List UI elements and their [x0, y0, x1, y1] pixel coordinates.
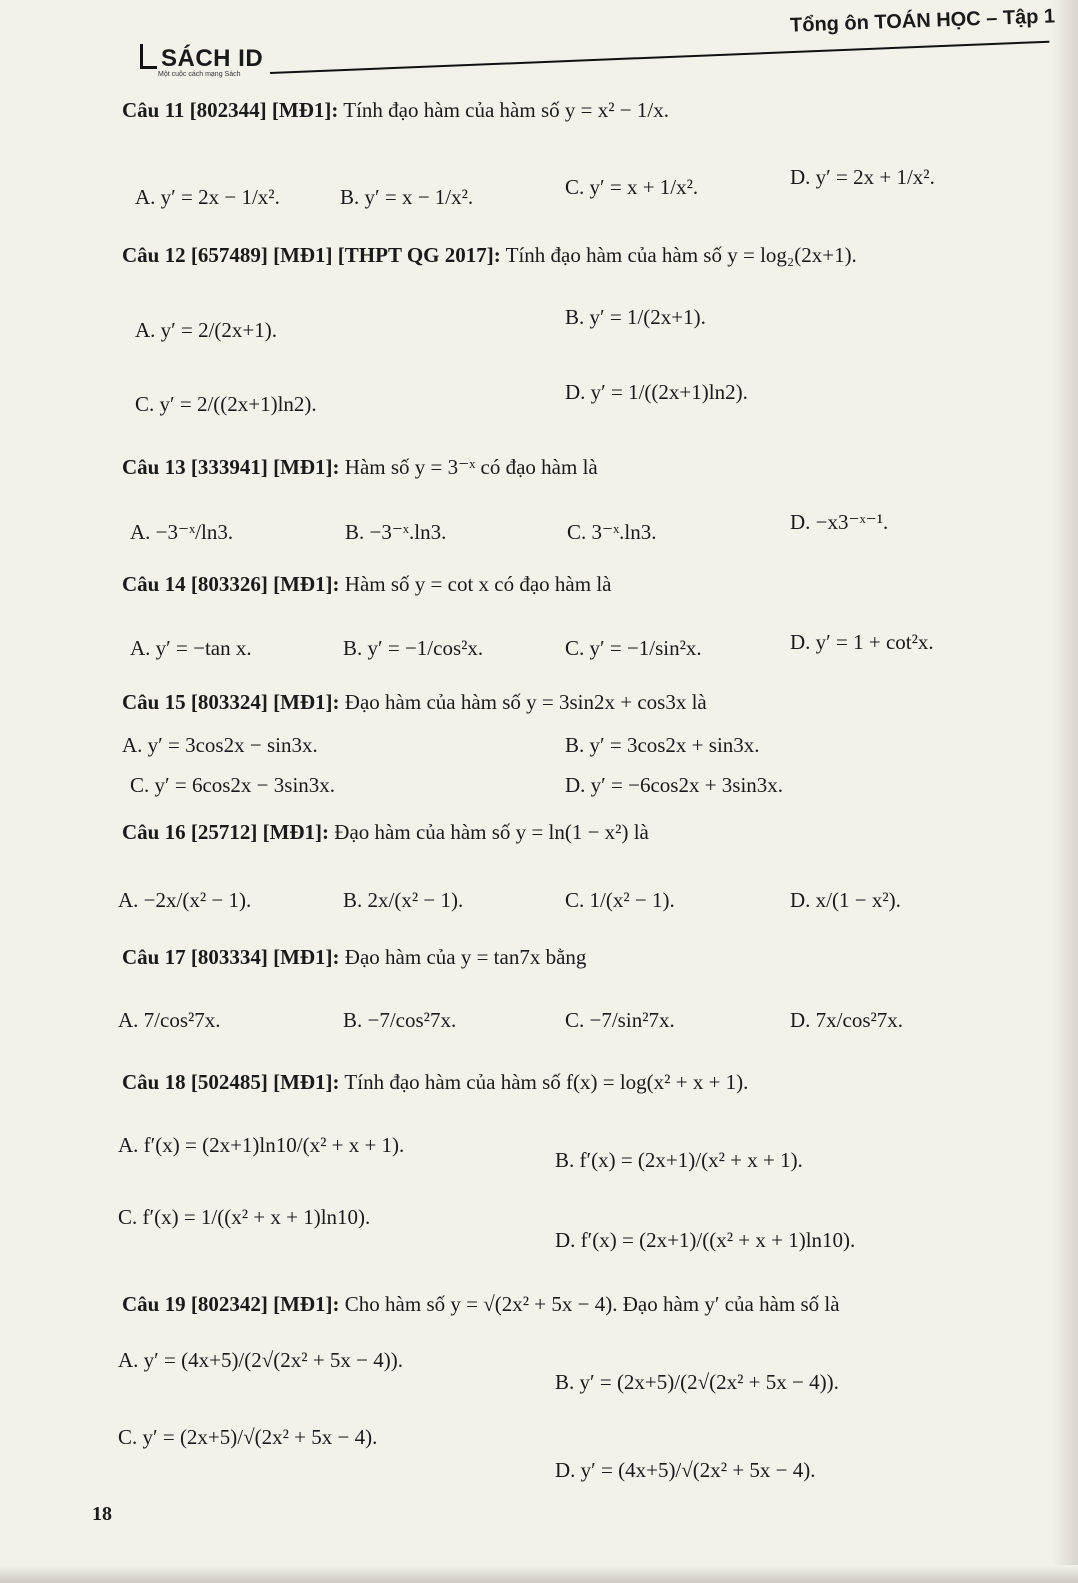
book-title: Tổng ôn TOÁN HỌC – Tập 1	[789, 5, 1056, 37]
q11-option-a: A. y′ = 2x − 1/x².	[135, 185, 280, 209]
question-text: Hàm số y = cot x có đạo hàm là	[344, 572, 612, 596]
question-12	[122, 243, 857, 268]
q12-option-d: D. y′ = 1/((2x+1)ln2).	[565, 380, 748, 404]
question-14	[122, 572, 612, 597]
question-text: Tính đạo hàm của hàm số f(x) = log(x² + x + 1).	[344, 1070, 749, 1094]
q15-option-a: A. y′ = 3cos2x − sin3x.	[122, 733, 318, 757]
q11-option-d: D. y′ = 2x + 1/x².	[790, 165, 935, 189]
q19-option-a: A. y′ = (4x+5)/(2√(2x² + 5x − 4)).	[118, 1348, 403, 1372]
q17-option-a: A. 7/cos²7x.	[118, 1008, 221, 1032]
page-bottom-shadow	[0, 1565, 1078, 1583]
q12-option-b: B. y′ = 1/(2x+1).	[565, 305, 706, 329]
q15-option-c: C. y′ = 6cos2x − 3sin3x.	[130, 773, 336, 797]
question-label: Câu 15 [803324] [MĐ1]:	[122, 690, 340, 714]
question-17	[122, 945, 586, 970]
question-19	[122, 1292, 840, 1317]
q11-option-b: B. y′ = x − 1/x².	[340, 185, 474, 209]
question-text: Tính đạo hàm của hàm số y = x² − 1/x.	[343, 98, 669, 122]
q13-option-c: C. 3⁻ˣ.ln3.	[567, 520, 657, 544]
q16-option-d: D. x/(1 − x²).	[790, 888, 901, 912]
question-text: Đạo hàm của hàm số y = 3sin2x + cos3x là	[344, 690, 707, 714]
q14-option-d: D. y′ = 1 + cot²x.	[790, 630, 934, 654]
header-rule	[270, 41, 1049, 74]
publisher-tagline: Một cuộc cách mạng Sách	[158, 71, 241, 78]
q13-option-a: A. −3⁻ˣ/ln3.	[130, 520, 234, 544]
question-label: Câu 14 [803326] [MĐ1]:	[122, 572, 340, 596]
question-text: Hàm số y = 3⁻ˣ có đạo hàm là	[344, 455, 598, 479]
question-label: Câu 11 [802344] [MĐ1]:	[122, 98, 339, 122]
q14-option-a: A. y′ = −tan x.	[130, 636, 252, 660]
q15-option-b: B. y′ = 3cos2x + sin3x.	[565, 733, 760, 757]
question-11	[122, 98, 669, 123]
q18-option-b: B. f′(x) = (2x+1)/(x² + x + 1).	[555, 1148, 803, 1172]
question-label: Câu 17 [803334] [MĐ1]:	[122, 945, 340, 969]
q13-option-d: D. −x3⁻ˣ⁻¹.	[790, 510, 889, 534]
question-label: Câu 19 [802342] [MĐ1]:	[122, 1292, 340, 1316]
page-number: 18	[92, 1503, 112, 1525]
question-text: Đạo hàm của hàm số y = ln(1 − x²) là	[334, 820, 649, 844]
q16-option-b: B. 2x/(x² − 1).	[343, 888, 464, 912]
question-15	[122, 690, 707, 715]
q12-option-c: C. y′ = 2/((2x+1)ln2).	[135, 392, 317, 416]
q19-option-b: B. y′ = (2x+5)/(2√(2x² + 5x − 4)).	[555, 1370, 839, 1394]
book-icon	[140, 44, 157, 69]
q19-option-c: C. y′ = (2x+5)/√(2x² + 5x − 4).	[118, 1425, 378, 1449]
question-label: Câu 16 [25712] [MĐ1]:	[122, 820, 330, 844]
q14-option-b: B. y′ = −1/cos²x.	[343, 636, 484, 660]
q16-option-c: C. 1/(x² − 1).	[565, 888, 675, 912]
question-label: Câu 13 [333941] [MĐ1]:	[122, 455, 340, 479]
question-16	[122, 820, 649, 845]
question-label: Câu 18 [502485] [MĐ1]:	[122, 1070, 340, 1094]
question-text: Cho hàm số y = √(2x² + 5x − 4). Đạo hàm y′ của hàm số là	[344, 1292, 840, 1316]
q18-option-d: D. f′(x) = (2x+1)/((x² + x + 1)ln10).	[555, 1228, 856, 1252]
q17-option-d: D. 7x/cos²7x.	[790, 1008, 904, 1032]
q16-option-a: A. −2x/(x² − 1).	[118, 888, 252, 912]
q11-option-c: C. y′ = x + 1/x².	[565, 175, 699, 199]
q13-option-b: B. −3⁻ˣ.ln3.	[345, 520, 447, 544]
q18-option-c: C. f′(x) = 1/((x² + x + 1)ln10).	[118, 1205, 371, 1229]
q18-option-a: A. f′(x) = (2x+1)ln10/(x² + x + 1).	[118, 1133, 405, 1157]
question-text: Tính đạo hàm của hàm số y = log₂(2x+1).	[505, 243, 857, 267]
publisher-logo: SÁCH ID	[140, 44, 263, 73]
q17-option-b: B. −7/cos²7x.	[343, 1008, 457, 1032]
question-text: Đạo hàm của y = tan7x bằng	[344, 945, 587, 969]
question-13	[122, 455, 598, 480]
q14-option-c: C. y′ = −1/sin²x.	[565, 636, 702, 660]
q17-option-c: C. −7/sin²7x.	[565, 1008, 675, 1032]
page-edge-shadow	[1052, 0, 1078, 1583]
question-18	[122, 1070, 748, 1095]
q15-option-d: D. y′ = −6cos2x + 3sin3x.	[565, 773, 784, 797]
q19-option-d: D. y′ = (4x+5)/√(2x² + 5x − 4).	[555, 1458, 816, 1482]
q12-option-a: A. y′ = 2/(2x+1).	[135, 318, 278, 342]
question-label: Câu 12 [657489] [MĐ1] [THPT QG 2017]:	[122, 243, 501, 267]
